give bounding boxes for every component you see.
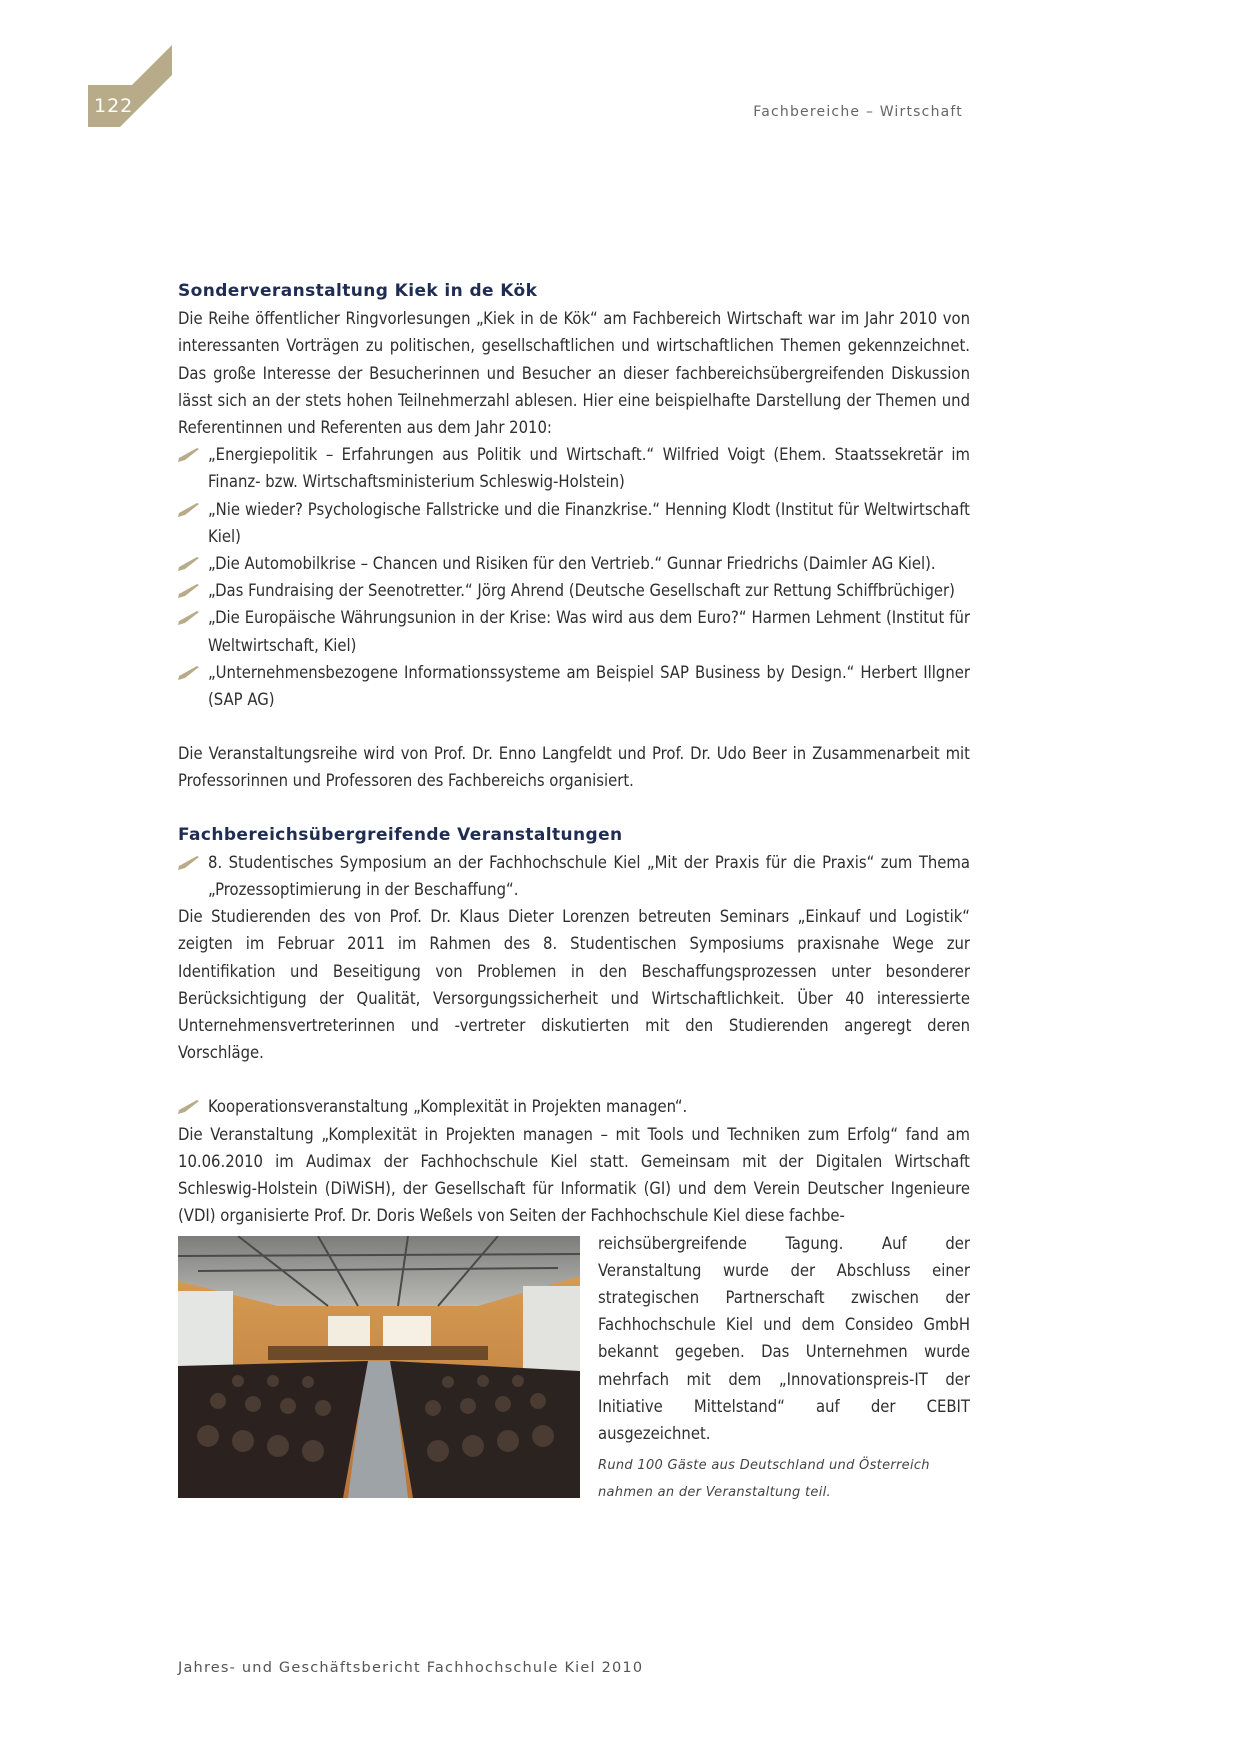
list-item xyxy=(178,604,970,658)
list-item-text: Kooperationsveranstaltung „Komplexität in Projekten managen“. xyxy=(208,1097,688,1117)
intro-paragraph: Die Reihe öffentlicher Ringvorlesungen „Kiek in de Kök“ am Fachbereich Wirtschaft war im Jahr 2010 von interessanten Vorträgen zu politischen, gesellschaftlichen und wirtschaftlichen Themen gekennzeichnet. Das große Interesse der Besucherinnen und Besucher an dieser fachbereichsübergreifenden Diskussion lässt sich an der stets hohen Teilnehmerzahl ablesen. Hier eine beispielhafte Darstellung der Themen und Referentinnen und Referenten aus dem Jahr 2010: xyxy=(178,309,970,438)
pencil-bullet-icon xyxy=(178,584,200,598)
symposium-paragraph: Die Studierenden des von Prof. Dr. Klaus Dieter Lorenzen betreuten Seminars „Einkauf und Logistik“ zeigten im Februar 2011 im Rahmen des 8. Studentischen Symposiums praxisnahe Wege zur Identifikation und Beseitigung von Problemen in den Beschaffungsprozessen unter besonderer Berücksichtigung der Qualität, Versorgungssicherheit und Wirtschaftlichkeit. Über 40 interessierte Unternehmensvertreterinnen und -vertreter diskutierten mit den Studierenden angeregt deren Vorschläge. xyxy=(178,907,970,1063)
figure-row xyxy=(178,1230,970,1500)
page-corner-tab xyxy=(0,0,200,140)
symposium-list xyxy=(178,849,970,903)
section-heading-events: Fachbereichsübergreifende Veranstaltungen xyxy=(178,824,623,845)
pencil-bullet-icon xyxy=(178,856,200,870)
pencil-bullet-icon xyxy=(178,666,200,680)
list-item xyxy=(178,849,970,903)
list-item-text: 8. Studentisches Symposium an der Fachhochschule Kiel „Mit der Praxis für die Praxis“ zum Thema „Prozessoptimierung in der Beschaffung“. xyxy=(208,852,970,900)
list-item-text: „Die Automobilkrise – Chancen und Risiken für den Vertrieb.“ Gunnar Friedrichs (Daimler AG Kiel). xyxy=(208,554,936,574)
page-number: 122 xyxy=(94,95,134,117)
list-item-text: „Nie wieder? Psychologische Fallstricke und die Finanzkrise.“ Henning Klodt (Institut für Weltwirtschaft Kiel) xyxy=(208,499,970,546)
lecture-list xyxy=(178,441,970,713)
pencil-bullet-icon xyxy=(178,557,200,571)
list-item-text: „Das Fundraising der Seenotretter.“ Jörg Ahrend (Deutsche Gesellschaft zur Rettung Schiffbrüchiger) xyxy=(208,581,955,601)
cooperation-list xyxy=(178,1093,970,1120)
pencil-bullet-icon xyxy=(178,1100,200,1114)
list-item xyxy=(178,441,970,495)
list-item xyxy=(178,659,970,713)
audience-photo xyxy=(178,1236,580,1498)
list-item-text: „Energiepolitik – Erfahrungen aus Politik und Wirtschaft.“ Wilfried Voigt (Ehem. Staatssekretär im Finanz- bzw. Wirtschaftsministerium Schleswig-Holstein) xyxy=(208,445,970,492)
list-item-text: „Die Europäische Währungsunion in der Krise: Was wird aus dem Euro?“ Harmen Lehment (Institut für Weltwirtschaft, Kiel) xyxy=(208,608,970,655)
list-item-text: „Unternehmensbezogene Informationssysteme am Beispiel SAP Business by Design.“ Herbert Illgner (SAP AG) xyxy=(208,662,970,710)
main-content xyxy=(178,278,970,1500)
pencil-bullet-icon xyxy=(178,611,200,625)
list-item xyxy=(178,496,970,550)
list-item xyxy=(178,577,970,604)
pencil-bullet-icon xyxy=(178,503,200,517)
pencil-bullet-icon xyxy=(178,448,200,462)
page-footer: Jahres- und Geschäftsbericht Fachhochschule Kiel 2010 xyxy=(178,1660,644,1676)
closing-paragraph: Die Veranstaltungsreihe wird von Prof. Dr. Enno Langfeldt und Prof. Dr. Udo Beer in Zusammenarbeit mit Professorinnen und Professoren des Fachbereichs organisiert. xyxy=(178,744,970,791)
list-item xyxy=(178,1093,970,1120)
cooperation-paragraph-continued: reichsübergreifende Tagung. Auf der Veranstaltung wurde der Abschluss einer strategischen Partnerschaft zwischen der Fachhochschule Kiel und dem Consideo GmbH bekannt gegeben. Das Unternehmen wurde mehrfach mit dem „Innovationspreis-IT der Initiative Mittelstand“ auf der CEBIT ausgezeichnet. xyxy=(598,1233,970,1443)
photo-caption: Rund 100 Gäste aus Deutschland und Österreich nahmen an der Veranstaltung teil. xyxy=(598,1457,930,1500)
running-head: Fachbereiche – Wirtschaft xyxy=(753,104,963,120)
cooperation-paragraph: Die Veranstaltung „Komplexität in Projekten managen – mit Tools und Techniken zum Erfolg“ fand am 10.06.2010 im Audimax der Fachhochschule Kiel statt. Gemeinsam mit der Digitalen Wirtschaft Schleswig-Holstein (DiWiSH), der Gesellschaft für Informatik (GI) und dem Verein Deutscher Ingenieure (VDI) organisierte Prof. Dr. Doris Weßels von Seiten der Fachhochschule Kiel diese fachbe- xyxy=(178,1124,970,1226)
list-item xyxy=(178,550,970,577)
section-heading-kiek: Sonderveranstaltung Kiek in de Kök xyxy=(178,281,538,301)
